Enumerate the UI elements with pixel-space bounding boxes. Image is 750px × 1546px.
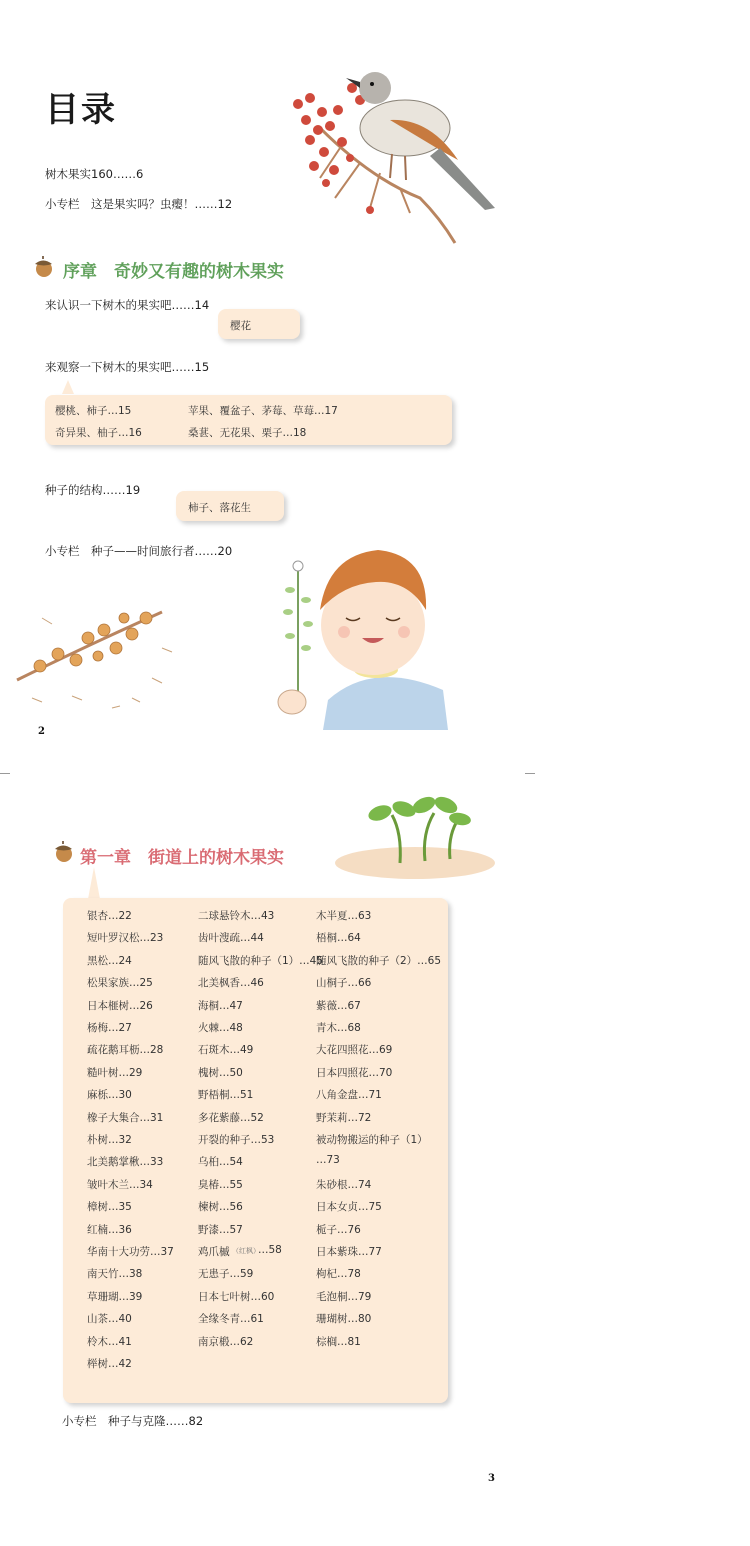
page-number: 3: [488, 1473, 495, 1484]
toc-chapter1-item: 臭椿…55: [198, 1178, 243, 1191]
toc-chapter1-item: 大花四照花…69: [316, 1044, 393, 1057]
toc-chapter1-item: 野茉莉…72: [316, 1111, 372, 1124]
toc-chapter1-item: 珊瑚树…80: [316, 1313, 372, 1326]
toc-chapter1-item: 野漆…57: [198, 1223, 243, 1236]
toc-chapter1-item: 毛泡桐…79: [316, 1290, 372, 1303]
acorn-icon: [32, 255, 54, 277]
persimmon-branch-illustration: [12, 588, 182, 728]
toc-chapter1-item: 银杏…22: [87, 910, 132, 922]
toc-entry-fruit160: 树木果实160……6: [45, 167, 144, 181]
page-title: 目录: [45, 90, 117, 130]
toc-chapter1-item: 开裂的种子…53: [198, 1134, 275, 1146]
toc-chapter1-item: 鸡爪槭: [198, 1246, 230, 1258]
chapter1-heading: 第一章 街道上的树木果实: [80, 848, 284, 868]
toc-chapter1-item: 被动物搬运的种子（1）: [316, 1134, 428, 1146]
toc-chapter1-item: 无患子…59: [198, 1268, 254, 1281]
toc-chapter1-item: 杨梅…27: [87, 1022, 132, 1034]
toc-chapter1-item: （红枫）: [232, 1247, 260, 1255]
toc-chapter1-item: 南京椴…62: [198, 1335, 254, 1348]
crop-mark: [525, 773, 535, 774]
observe-item: 苹果、覆盆子、茅莓、草莓…17: [188, 405, 338, 417]
toc-chapter1-item: 栀子…76: [316, 1223, 361, 1236]
toc-chapter1-item: 麻栎…30: [87, 1089, 132, 1102]
toc-chapter1-item: 日本四照花…70: [316, 1066, 393, 1079]
toc-chapter1-item: 华南十大功劳…37: [87, 1246, 174, 1258]
toc-chapter1-item: 红楠…36: [87, 1223, 132, 1236]
toc-chapter1-item: 朴树…32: [87, 1134, 132, 1146]
toc-chapter1-item: 梧桐…64: [316, 932, 361, 945]
toc-chapter1-item: 海桐…47: [198, 999, 243, 1012]
learn-subbox: [218, 309, 300, 339]
observe-box-tail: [62, 380, 74, 394]
toc-chapter1-item: 日本女贞…75: [316, 1201, 382, 1214]
prologue-heading: 序章 奇妙又有趣的树木果实: [63, 262, 284, 282]
toc-chapter1-item: 北美枫香…46: [198, 977, 264, 990]
toc-chapter1-item: 山桐子…66: [316, 977, 372, 990]
toc-entry-learn: 来认识一下树木的果实吧……14: [45, 298, 210, 312]
observe-item: 桑葚、无花果、栗子…18: [188, 427, 307, 439]
toc-chapter1-item: 南天竹…38: [87, 1268, 143, 1281]
toc-chapter1-item: 糙叶树…29: [87, 1066, 143, 1079]
page-number: 2: [38, 726, 45, 737]
boy-with-plant-illustration: [258, 540, 458, 730]
toc-chapter1-item: 山茶…40: [87, 1313, 132, 1326]
toc-page-1: [0, 0, 540, 760]
toc-page-2: [0, 775, 540, 1535]
crop-mark: [0, 773, 10, 774]
toc-chapter1-item: 橡子大集合…31: [87, 1111, 164, 1124]
toc-chapter1-item: 木半夏…63: [316, 910, 372, 922]
toc-chapter1-item: 楝树…56: [198, 1201, 243, 1214]
toc-chapter1-item: 火棘…48: [198, 1022, 243, 1034]
toc-chapter1-item: 皱叶木兰…34: [87, 1178, 153, 1191]
toc-chapter1-item: 北美鹅掌楸…33: [87, 1156, 164, 1169]
toc-chapter1-item: 棕榈…81: [316, 1335, 361, 1348]
toc-chapter1-item: 短叶罗汉松…23: [87, 932, 164, 945]
toc-chapter1-item: 日本紫珠…77: [316, 1246, 382, 1258]
seed-subbox: [176, 491, 284, 521]
observe-subbox: [45, 395, 452, 445]
toc-chapter1-item: …73: [316, 1154, 340, 1167]
seedlings-illustration: [330, 793, 500, 883]
toc-chapter1-item: 槐树…50: [198, 1066, 243, 1079]
observe-item: 樱桃、柿子…15: [55, 405, 132, 417]
observe-item: 奇异果、柚子…16: [55, 427, 142, 439]
learn-subbox-item: 樱花: [230, 320, 251, 332]
toc-chapter1-item: 随风飞散的种子（2）…65: [316, 954, 442, 967]
seed-subbox-item: 柿子、落花生: [188, 502, 251, 514]
toc-chapter1-item: 榉树…42: [87, 1358, 132, 1370]
toc-chapter1-item: 全缘冬青…61: [198, 1313, 264, 1326]
toc-chapter1-item: 乌桕…54: [198, 1156, 243, 1169]
toc-chapter1-item: 野梧桐…51: [198, 1089, 254, 1102]
chapter1-box-tail: [88, 867, 100, 899]
toc-chapter1-item: 枸杞…78: [316, 1268, 361, 1281]
toc-chapter1-item: 樟树…35: [87, 1201, 132, 1214]
toc-chapter1-item: 疏花鹅耳枥…28: [87, 1044, 164, 1057]
toc-entry-column-gall: 小专栏 这是果实吗？虫瘿！……12: [45, 197, 233, 211]
toc-chapter1-item: 日本七叶树…60: [198, 1290, 275, 1303]
toc-chapter1-item: 日本榧树…26: [87, 999, 153, 1012]
bird-on-berries-illustration: [280, 68, 505, 248]
toc-chapter1-item: 柃木…41: [87, 1335, 132, 1348]
toc-chapter1-item: 二球悬铃木…43: [198, 910, 275, 922]
toc-chapter1-item: …58: [258, 1244, 282, 1256]
toc-entry-observe: 来观察一下树木的果实吧……15: [45, 360, 210, 374]
toc-entry-seed: 种子的结构……19: [45, 483, 141, 497]
toc-entry-column-clone: 小专栏 种子与克隆……82: [62, 1414, 204, 1428]
acorn-icon: [52, 840, 74, 862]
toc-chapter1-item: 黑松…24: [87, 954, 132, 967]
toc-chapter1-item: 松果家族…25: [87, 977, 153, 990]
toc-chapter1-item: 草珊瑚…39: [87, 1290, 143, 1303]
toc-entry-column-time: 小专栏 种子——时间旅行者……20: [45, 544, 233, 558]
chapter1-contents-box: [63, 898, 448, 1403]
toc-chapter1-item: 八角金盘…71: [316, 1089, 382, 1102]
toc-chapter1-item: 齿叶溲疏…44: [198, 932, 264, 945]
toc-chapter1-item: 石斑木…49: [198, 1044, 254, 1057]
toc-chapter1-item: 随风飞散的种子（1）…45: [198, 954, 324, 967]
toc-chapter1-item: 多花紫藤…52: [198, 1111, 264, 1124]
toc-chapter1-item: 紫薇…67: [316, 999, 361, 1012]
toc-chapter1-item: 朱砂根…74: [316, 1178, 372, 1191]
toc-chapter1-item: 青木…68: [316, 1022, 361, 1034]
